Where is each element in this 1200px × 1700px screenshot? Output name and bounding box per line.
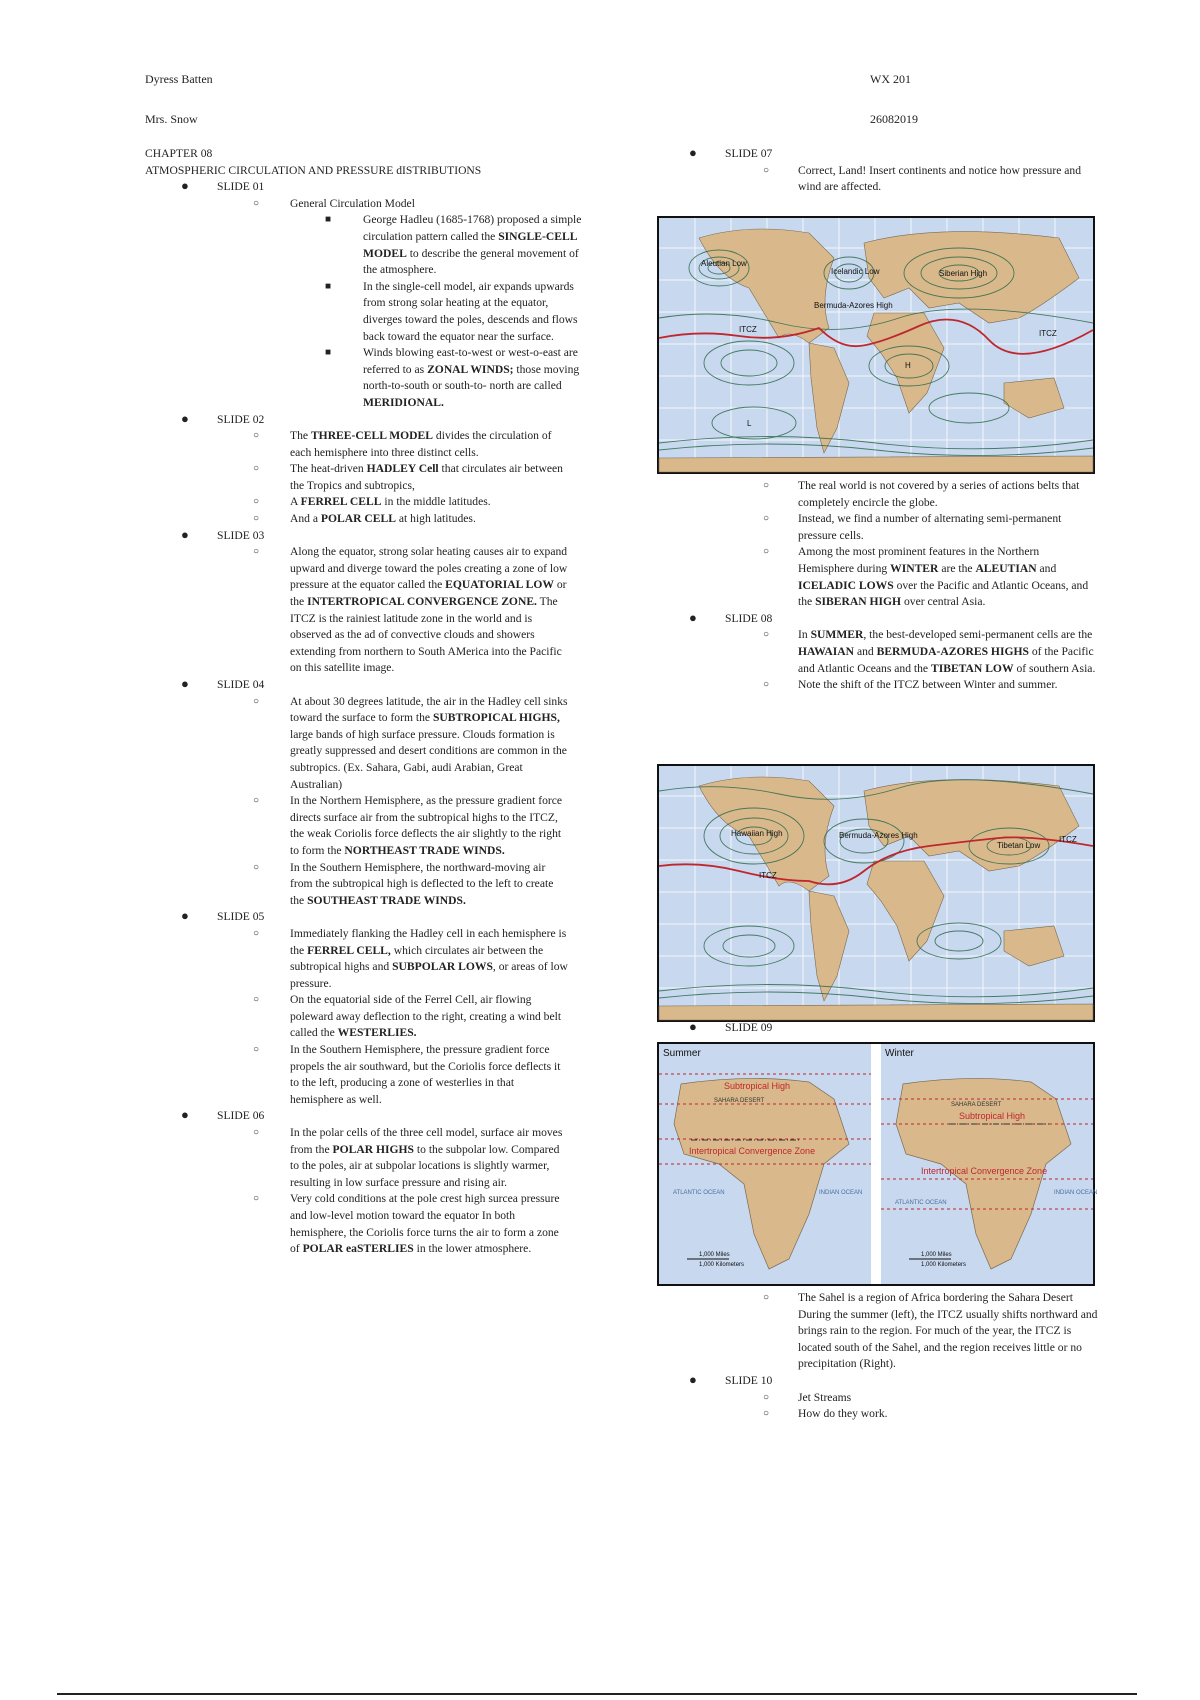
africa-winter-panel	[881, 1044, 1097, 1284]
slide-01-point: ■ In the single-cell model, air expands upwards from strong solar heating at the equator, diverges toward the poles, descends and flows back toward the equator near the surface.	[325, 279, 578, 343]
slide-09-10-block	[660, 1290, 1100, 1423]
slide-07-point: ○ The real world is not covered by a series of actions belts that completely encircle the globe.	[763, 479, 1080, 509]
slide-07-point: ○ Instead, we find a number of alternating semi-permanent pressure cells.	[763, 512, 1062, 542]
atlantic-label: ATLANTIC OCEAN	[673, 1190, 725, 1196]
atlantic-label: ATLANTIC OCEAN	[895, 1200, 947, 1206]
chapter-title: ATMOSPHERIC CIRCULATION AND PRESSURE dISTRIBUTIONS	[145, 163, 482, 177]
slide-02-point: ○ A FERREL CELL in the middle latitudes.	[253, 495, 491, 509]
indian-label: INDIAN OCEAN	[819, 1190, 863, 1196]
slide-01-sub: ○ General Circulation Model	[253, 196, 415, 210]
winter-pressure-map	[657, 216, 1095, 474]
hawaiian-high-label: Hawaiian High	[731, 829, 783, 838]
indian-label: INDIAN OCEAN	[1054, 1190, 1098, 1196]
slide-07-points	[660, 478, 1100, 694]
winter-title: Winter	[885, 1048, 914, 1059]
slide-05-point: ○ In the Southern Hemisphere, the pressure gradient force propels the air southward, but the Coriolis force deflects it to the left, producing a zone of westerlies in that hemisphere as well.	[253, 1043, 561, 1106]
itcz-label: ITCZ	[759, 871, 777, 880]
slide-01-point: ■ Winds blowing east-to-west or west-o-east are referred to as ZONAL WINDS; those moving north-to-south or south-to- north are called MERIDIONAL.	[325, 346, 580, 409]
slide-05-heading: ● SLIDE 05	[181, 908, 265, 924]
itcz-zone-label: Intertropical Convergence Zone	[921, 1166, 1048, 1176]
tibetan-low-label: Tibetan Low	[997, 841, 1041, 850]
slide-08-point: ○ In SUMMER, the best-developed semi-permanent cells are the HAWAIAN and BERMUDA-AZORES HIGHS of the Pacific and Atlantic Oceans and the TIBETAN LOW of southern Asia.	[763, 628, 1096, 675]
slide-02-point: ○ The heat-driven HADLEY Cell that circulates air between the Tropics and subtropics,	[253, 462, 563, 492]
slide-03-heading: ● SLIDE 03	[181, 526, 265, 542]
low-label: L	[747, 419, 752, 428]
slide-08-heading: ● SLIDE 08	[689, 609, 773, 625]
itcz-zone-label: Intertropical Convergence Zone	[689, 1146, 816, 1156]
slide-10-heading: ● SLIDE 10	[689, 1371, 773, 1387]
itcz-label: ITCZ	[1059, 835, 1077, 844]
slide-06-point: ○ Very cold conditions at the pole crest high surcea pressure and low-level motion toward the equator In both hemisphere, the Coriolis force turns the air to form a zone of POLAR eaSTERLIES in the lower atmosphere.	[253, 1192, 560, 1256]
slide-03-point: ○ Along the equator, strong solar heating causes air to expand upward and diverge toward the poles creating a zone of low pressure at the equator called the EQUATORIAL LOW or the INTERTROPICAL CONVERGENCE ZONE. The ITCZ is the rainiest latitude zone in the world and is observed as the ad of convective clouds and showers extending from northern to South AMerica into the Pacific on this satellite image.	[253, 545, 568, 675]
africa-itcz-map	[657, 1042, 1098, 1286]
slide-04-point: ○ In the Northern Hemisphere, as the pressure gradient force directs surface air from the subtropical highs to the ITCZ, the weak Coriolis force deflects the air slightly to the right to form the NORTHEAST TRADE WINDS.	[253, 794, 563, 857]
aleutian-low-label: Aleutian Low	[701, 259, 747, 268]
bermuda-azores-label: Bermuda-Azores High	[839, 831, 918, 840]
scale-miles: 1,000 Miles	[699, 1252, 730, 1258]
slide-04-heading: ● SLIDE 04	[181, 676, 265, 691]
slide-02-point: ○ And a POLAR CELL at high latitudes.	[253, 512, 476, 526]
slide-02-heading: ● SLIDE 02	[181, 410, 265, 426]
slide-04-point: ○ At about 30 degrees latitude, the air in the Hadley cell sinks toward the surface to form the SUBTROPICAL HIGHS, large bands of high surface pressure. Clouds formation is greatly suppressed and desert conditions are common in the subtropics. (Ex. Sahara, Gabi, audi Arabian, Great Australian)	[253, 694, 568, 791]
slide-07-intro: ○ Correct, Land! Insert continents and notice how pressure and wind are affected.	[763, 163, 1081, 194]
slide-02-point: ○ The THREE-CELL MODEL divides the circulation of each hemisphere into three distinct cells.	[253, 429, 552, 459]
chapter-number: CHAPTER 08	[145, 147, 213, 160]
slide-10-point: ○ How do they work.	[763, 1407, 888, 1421]
sahara-label: SAHARA DESERT	[951, 1102, 1002, 1108]
africa-summer-panel	[659, 1044, 871, 1284]
icelandic-low-label: Icelandic Low	[831, 267, 880, 276]
slide-01-point: ■ George Hadleu (1685-1768) proposed a simple circulation pattern called the SINGLE-CELL MODEL to describe the general movement of the atmosphere.	[325, 213, 582, 277]
slide-07-block	[660, 146, 1100, 196]
slide-05-point: ○ Immediately flanking the Hadley cell in each hemisphere is the FERREL CELL, which circulates air between the subtropical highs and SUBPOLAR LOWS, or areas of low pressure.	[253, 926, 568, 990]
slide-07-heading: ● SLIDE 07	[689, 145, 773, 160]
slide-04-point: ○ In the Southern Hemisphere, the northward-moving air from the subtropical high is deflected to the left to create the SOUTHEAST TRADE WINDS.	[253, 860, 554, 907]
slide-08-point: ○ Note the shift of the ITCZ between Winter and summer.	[763, 678, 1058, 692]
sahara-label: SAHARA DESERT	[714, 1098, 765, 1104]
high-label: H	[905, 361, 911, 370]
slide-01-heading: ● SLIDE 01	[181, 178, 265, 194]
subtropical-high-label: Subtropical High	[959, 1111, 1026, 1121]
slide-05-point: ○ On the equatorial side of the Ferrel Cell, air flowing poleward away deflection to the right, creating a wind belt called the WESTERLIES.	[253, 993, 562, 1040]
slide-09-heading: ● SLIDE 09	[689, 1019, 773, 1034]
summer-title: Summer	[663, 1048, 701, 1059]
siberian-high-label: Siberian High	[939, 269, 988, 278]
left-column	[145, 146, 585, 1258]
slide-09-heading-block	[660, 1020, 1100, 1037]
slide-10-point: ○ Jet Streams	[763, 1390, 852, 1404]
subtropical-high-label: Subtropical High	[724, 1081, 791, 1091]
course-code: WX 201	[870, 72, 911, 86]
slide-07-point: ○ Among the most prominent features in the Northern Hemisphere during WINTER are the ALEUTIAN and ICELADIC LOWS over the Pacific and Atlantic Oceans, and the SIBERAN HIGH over central Asia.	[763, 545, 1089, 609]
bottom-divider	[57, 1693, 1137, 1695]
itcz-label: ITCZ	[1039, 329, 1057, 338]
scale-miles: 1,000 Miles	[921, 1252, 952, 1258]
slide-06-heading: ● SLIDE 06	[181, 1107, 265, 1123]
itcz-label: ITCZ	[739, 325, 757, 334]
summer-pressure-map	[657, 764, 1095, 1022]
scale-km: 1,000 Kilometers	[699, 1262, 745, 1268]
teacher-name: Mrs. Snow	[145, 112, 198, 126]
bermuda-azores-label: Bermuda-Azores High	[814, 301, 893, 310]
slide-09-point: ○ The Sahel is a region of Africa bordering the Sahara Desert During the summer (left), the ITCZ usually shifts northward and brings rain to the region. For much of the year, the ITCZ is located south of the Sahel, and the region receives little or no precipitation (Right).	[763, 1291, 1098, 1371]
author-name: Dyress Batten	[145, 72, 213, 86]
date-label: 26082019	[870, 112, 918, 126]
slide-06-point: ○ In the polar cells of the three cell model, surface air moves from the POLAR HIGHS to the subpolar low. Compared to the poles, air at subpolar locations is slightly warmer, resulting in low surface pressure and rising air.	[253, 1126, 563, 1189]
scale-km: 1,000 Kilometers	[921, 1262, 967, 1268]
